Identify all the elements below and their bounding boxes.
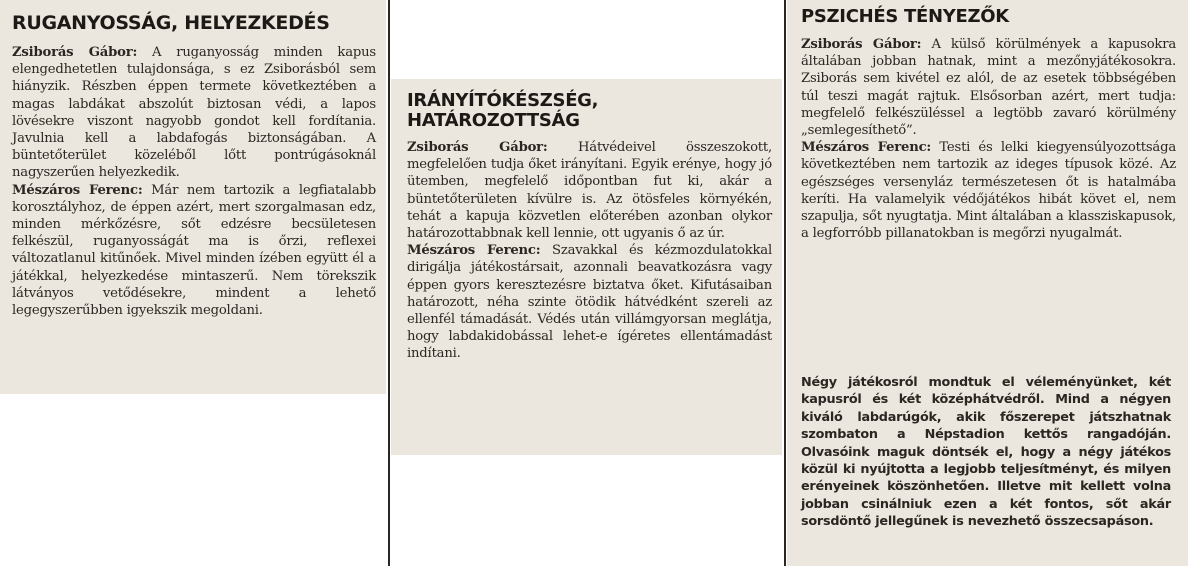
column-divider [784, 0, 786, 566]
closing-paragraph: Négy játékosról mondtuk el véleményünket, két kapusról és két középhátvédről. Mind a négyen kiváló labdarúgók, akik főszerepet játszhatnak szombaton a Népstadion kettős rangadóján. Olvasóink maguk döntsék el, hogy a négy játékos közül ki nyújtotta a legjobb teljesítményt, és milyen erényeinek köszönhetően. Illetve mit kellett volna jobban csinálniuk ezen a két fontos, sőt akár sorsdöntő jellegűnek is nevezhető összecsapáson. [801, 375, 1171, 530]
paragraph-text: Testi és lelki kiegyensúlyozottsága következtében nem tartozik az ideges típusok közé. Az egészséges versenyláz természetesen őt is hatalmába keríti. Ha valamelyik védőjátékos hibát követ el, nem szapulja, sőt nyugtatja. Mint általában a klassziskapusok, a legforróbb pillanatokban is megőrzi nyugalmát. [801, 140, 1176, 242]
paragraph [801, 36, 1176, 139]
paragraph [407, 139, 772, 242]
paragraph-text: Hátvédeivel összeszokott, megfelelően tudja őket irányítani. Egyik erénye, hogy jó ütemben, megfelelő időpontban fut ki, akár a büntetőterületen kívülre is. Az ötösfeles környékén, tehát a kapuja közvetlen előterében azonban olykor határozottabbnak kell lennie, ott ugyanis ő az úr. [407, 140, 773, 242]
speaker-name: Zsiborás Gábor: [12, 45, 138, 60]
article-psychology [787, 0, 1188, 566]
speaker-name: Mészáros Ferenc: [801, 140, 932, 156]
article-heading: RUGANYOSSÁG, HELYEZKEDÉS [12, 12, 330, 34]
article-heading: PSZICHÉS TÉNYEZŐK [801, 6, 1009, 27]
paragraph-text: A külső körülmények a kapusokra általában jobban hatnak, mint a mezőnyjátékosokra. Zsiborás sem kivétel ez alól, de az esetek többségében túl teszi magát rajtuk. Elsősorban azért, mert tudja: megfelelő felkészüléssel a legtöbb zavaró körülmény „semlegesíthető”. [801, 37, 1176, 139]
paragraph [801, 139, 1176, 242]
paragraph [12, 44, 376, 182]
article-heading: IRÁNYÍTÓKÉSZSÉG, HATÁROZOTTSÁG [407, 90, 599, 131]
paragraph [407, 242, 772, 362]
article-leadership [391, 79, 782, 455]
speaker-name: Zsiborás Gábor: [801, 37, 922, 52]
paragraph-text: Már nem tartozik a legfiatalabb korosztályhoz, de éppen azért, mert szorgalmasan edz, minden mérkőzésre, sőt edzésre becsületesen felkészül, ruganyosságát ma is őrzi, reflexei változatlanul kitűnőek. Mivel minden ízében együtt él a játékkal, helyezkedése mintaszerű. Nem törekszik látványos vetődésekre, mindent a lehető legegyszerűbben igyekszik megoldani. [12, 182, 376, 319]
paragraph-text: A ruganyosság minden kapus elengedhetetlen tulajdonsága, s ez Zsiborásból sem hiányzik. Részben éppen termete következtében a magas labdákat abszolút biztosan védi, a lapos lövésekre viszont nagyobb gondot kell fordítania. Javulnia kell a labdafogás biztonságában. A büntetőterület közeléből lőtt pontrúgásoknál nagyszerűen helyezkedik. [12, 45, 376, 181]
speaker-name: Mészáros Ferenc: [12, 182, 143, 198]
paragraph [12, 182, 376, 320]
speaker-name: Zsiborás Gábor: [407, 140, 548, 155]
paragraph-text: Szavakkal és kézmozdulatokkal dirigálja játékostársait, azonnali beavatkozásra vagy éppen gyors keresztezésre biztatva őket. Kifutásaiban határozott, néha szinte ötödik hátvédként szereli az ellenfél támadását. Védés után villámgyorsan meglátja, hogy labdakidobással lehet-e ígéretes ellentámadást indítani. [407, 243, 772, 362]
column-divider [388, 0, 390, 566]
article-resilience [0, 0, 386, 394]
speaker-name: Mészáros Ferenc: [407, 243, 541, 259]
